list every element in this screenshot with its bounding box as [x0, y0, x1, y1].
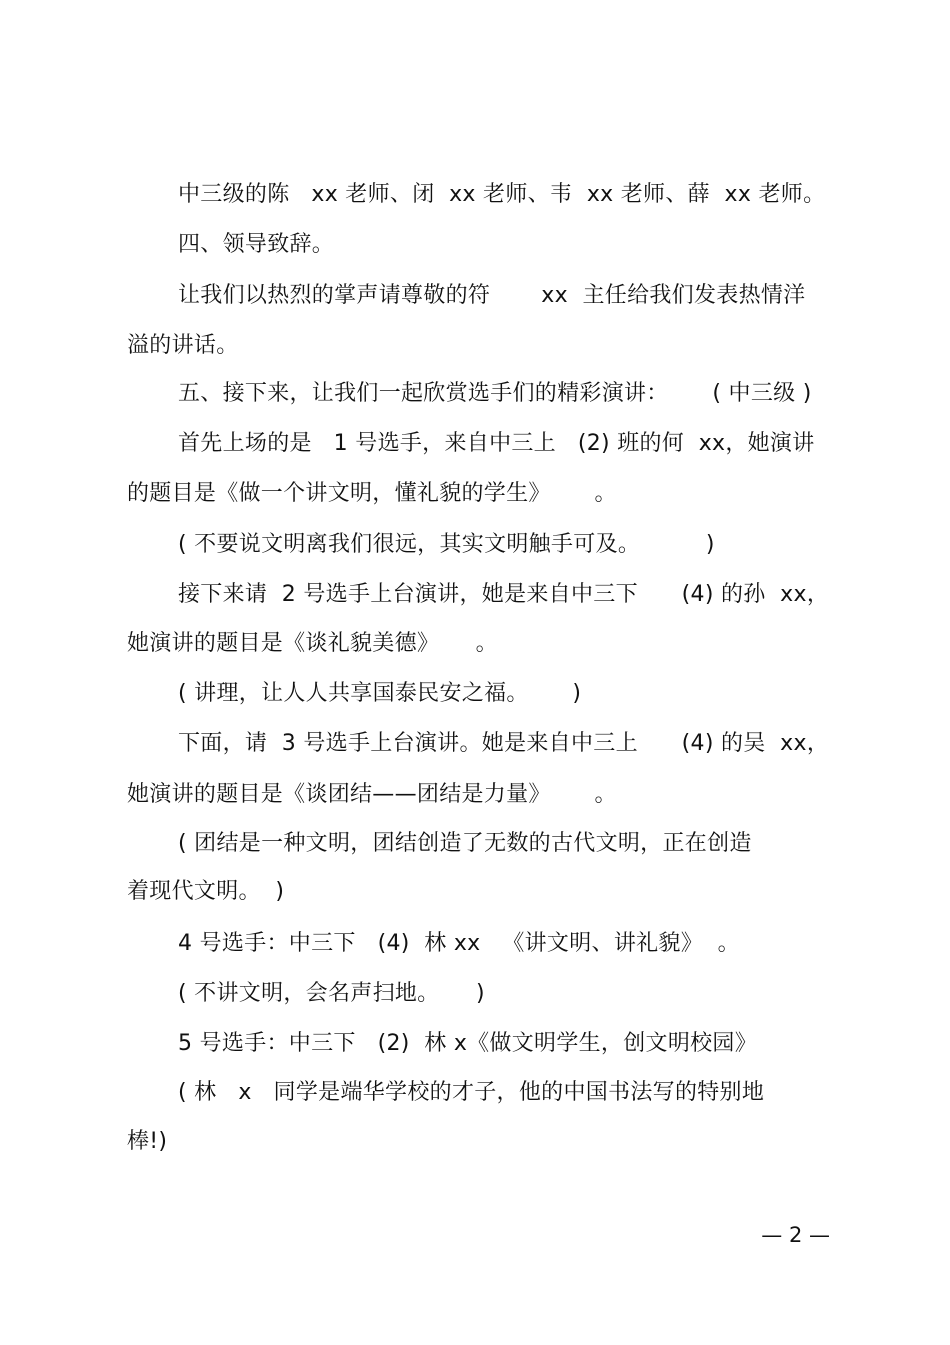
- paragraph-line: 下面，请 3 号选手上台演讲。她是来自中三上 (4) 的吴 xx，: [178, 731, 830, 756]
- paragraph-line: 中三级的陈 xx 老师、闭 xx 老师、韦 xx 老师、薛 xx 老师。: [178, 182, 826, 207]
- paragraph-line: 五、接下来，让我们一起欣赏选手们的精彩演讲： ( 中三级 ): [178, 381, 812, 406]
- paragraph-line: 的题目是《做一个讲文明，懂礼貌的学生》 。: [127, 481, 617, 506]
- paragraph-line: 5 号选手：中三下 (2) 林 x《做文明学生，创文明校园》: [178, 1031, 758, 1056]
- paragraph-line: 她演讲的题目是《谈团结——团结是力量》 。: [127, 782, 617, 807]
- paragraph-line: 四、领导致辞。: [178, 232, 335, 257]
- paragraph-line: 着现代文明。 ): [127, 879, 285, 904]
- paragraph-line: ( 不讲文明，会名声扫地。 ): [178, 981, 485, 1006]
- paragraph-line: 4 号选手：中三下 (4) 林 xx 《讲文明、讲礼貌》 。: [178, 931, 740, 956]
- paragraph-line: ( 讲理，让人人共享国泰民安之福。 ): [178, 681, 582, 706]
- paragraph-line: ( 林 x 同学是端华学校的才子，他的中国书法写的特别地: [178, 1080, 765, 1105]
- paragraph-line: 棒!): [127, 1129, 168, 1154]
- paragraph-line: ( 团结是一种文明，团结创造了无数的古代文明，正在创造: [178, 831, 752, 856]
- paragraph-line: 溢的讲话。: [127, 333, 239, 358]
- paragraph-line: 她演讲的题目是《谈礼貌美德》 。: [127, 631, 498, 656]
- paragraph-line: 首先上场的是 1 号选手，来自中三上 (2) 班的何 xx，她演讲: [178, 431, 815, 456]
- paragraph-line: 让我们以热烈的掌声请尊敬的符 xx 主任给我们发表热情洋: [178, 283, 806, 308]
- paragraph-line: 接下来请 2 号选手上台演讲，她是来自中三下 (4) 的孙 xx，: [178, 582, 830, 607]
- paragraph-line: ( 不要说文明离我们很远，其实文明触手可及。 ): [178, 532, 715, 557]
- page-number: — 2 —: [761, 1223, 830, 1247]
